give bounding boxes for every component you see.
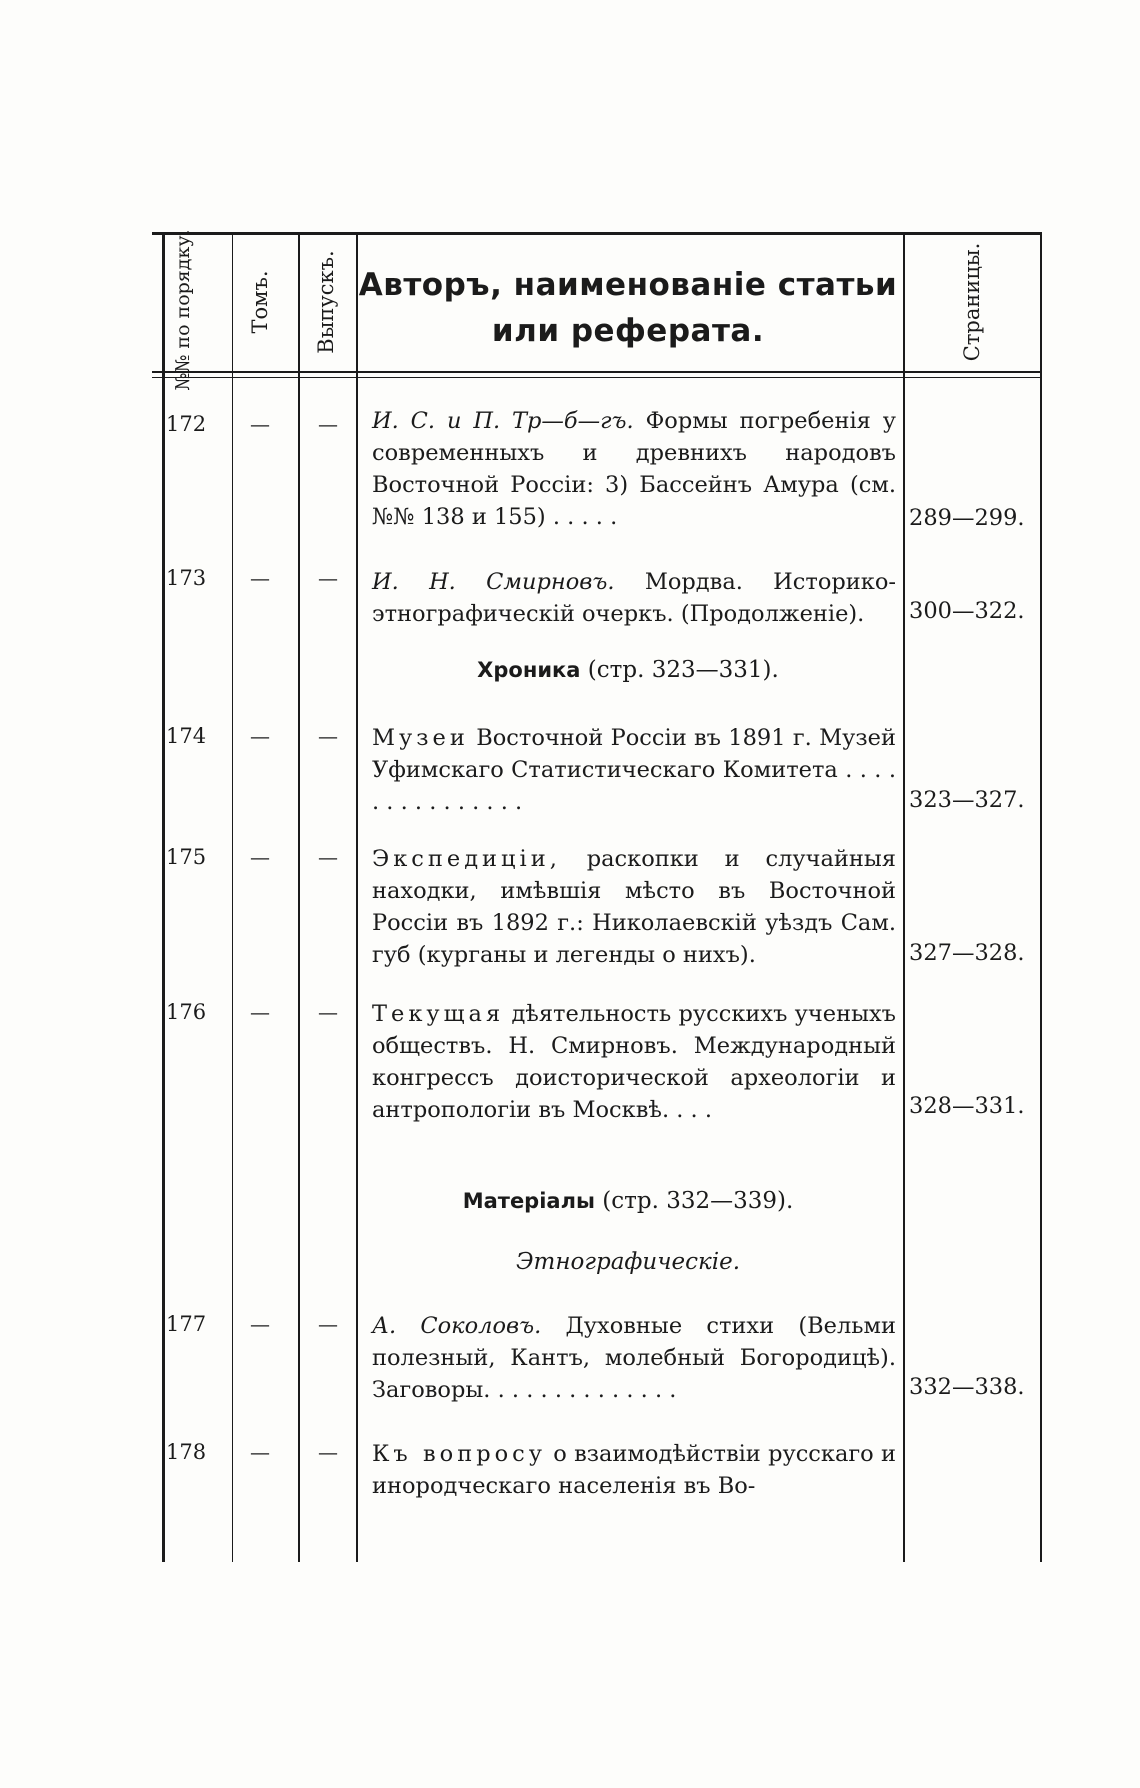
row-volume: — [250, 1312, 270, 1336]
row-number: 173 [166, 566, 207, 590]
row-lead: Къ вопросу [372, 1441, 546, 1467]
row-number: 176 [166, 1000, 207, 1024]
row-volume: — [250, 1440, 270, 1464]
row-lead: Экспедиціи, [372, 846, 561, 872]
row-volume: — [250, 566, 270, 590]
col-border-4 [903, 232, 905, 1562]
row-entry [372, 1310, 896, 1406]
header-col-issue: Выпускъ. [314, 250, 338, 354]
row-entry [372, 998, 896, 1126]
col-border-left [162, 232, 165, 1562]
row-text: раскопки и случайныя находки, имѣвшія мѣсто въ Восточной Россіи въ 1892 г.: Николаевскій уѣздъ Сам. губ (курганы и легенды о нихъ). [372, 846, 897, 968]
row-volume: — [250, 1000, 270, 1024]
row-text: Формы погребенія у современныхъ и древнихъ народовъ Восточной Россіи: 3) Бассейнъ Амура (см. №№ 138 и 155) . . . . . [372, 408, 896, 530]
header-col-pages: Страницы. [960, 242, 984, 362]
row-volume: — [250, 412, 270, 436]
row-issue: — [318, 1312, 338, 1336]
row-author: А. Соколовъ. [372, 1313, 542, 1339]
row-number: 172 [166, 412, 207, 436]
row-issue: — [318, 1440, 338, 1464]
header-top-rule [152, 232, 1042, 235]
row-number: 174 [166, 724, 207, 748]
row-pages: 323—327. [909, 787, 1025, 813]
section-ethnographic: Этнографическіе. [515, 1249, 741, 1275]
header-bottom-rule [152, 371, 1042, 373]
header-col-volume: Томъ. [248, 270, 272, 334]
row-volume: — [250, 724, 270, 748]
row-text: Духовные стихи (Вельми полезный, Кантъ, молебный Богородицѣ). Заговоры. . . . . . . . . . . . . . [372, 1313, 896, 1403]
row-issue: — [318, 412, 338, 436]
section-chronicle-pages: (стр. 323—331). [587, 657, 779, 683]
row-entry [372, 405, 896, 533]
row-pages: 289—299. [909, 505, 1025, 531]
row-entry [372, 843, 896, 971]
header-bottom-rule-2 [152, 377, 1042, 378]
header-title: Авторъ, наименованіе статьи или реферата. [358, 267, 898, 349]
col-border-3 [356, 232, 358, 1562]
row-pages: 332—338. [909, 1374, 1025, 1400]
section-materials [358, 1188, 898, 1214]
row-text: Восточной Россіи въ 1891 г. Музей Уфимскаго Статистическаго Комитета . . . . . . . . . . . . . . . [372, 725, 896, 815]
row-text: о взаимодѣйствіи русскаго и инородческаго населенія въ Во- [372, 1441, 896, 1499]
row-entry [372, 722, 896, 818]
col-border-1 [232, 232, 233, 1562]
row-lead: Текущая [372, 1001, 505, 1027]
row-entry [372, 1438, 896, 1502]
row-number: 177 [166, 1312, 207, 1336]
row-entry [372, 566, 896, 630]
row-issue: — [318, 1000, 338, 1024]
col-border-2 [298, 232, 300, 1562]
row-text: дѣятельность русскихъ ученыхъ обществъ. Н. Смирновъ. Международный конгрессъ доисторической археологіи и антропологіи въ Москвѣ. . . . [372, 1001, 896, 1123]
section-materials-pages: (стр. 332—339). [602, 1188, 794, 1214]
row-pages: 327—328. [909, 940, 1025, 966]
row-volume: — [250, 845, 270, 869]
row-issue: — [318, 724, 338, 748]
section-chronicle [358, 657, 898, 683]
row-text: Мордва. Историко-этнографическій очеркъ. (Продолженіе). [372, 569, 897, 627]
header-col-number: №№ по порядку. [172, 229, 194, 391]
row-number: 175 [166, 845, 207, 869]
section-materials-title: Матеріалы [462, 1189, 595, 1213]
row-pages: 328—331. [909, 1093, 1025, 1119]
row-issue: — [318, 845, 338, 869]
row-issue: — [318, 566, 338, 590]
row-author: И. С. и П. Тр—б—гъ. [372, 408, 634, 434]
col-border-right [1040, 232, 1042, 1562]
section-chronicle-title: Хроника [477, 658, 581, 682]
row-pages: 300—322. [909, 598, 1025, 624]
row-author: И. Н. Смирновъ. [372, 569, 615, 595]
row-lead: Музеи [372, 725, 469, 751]
row-number: 178 [166, 1440, 207, 1464]
